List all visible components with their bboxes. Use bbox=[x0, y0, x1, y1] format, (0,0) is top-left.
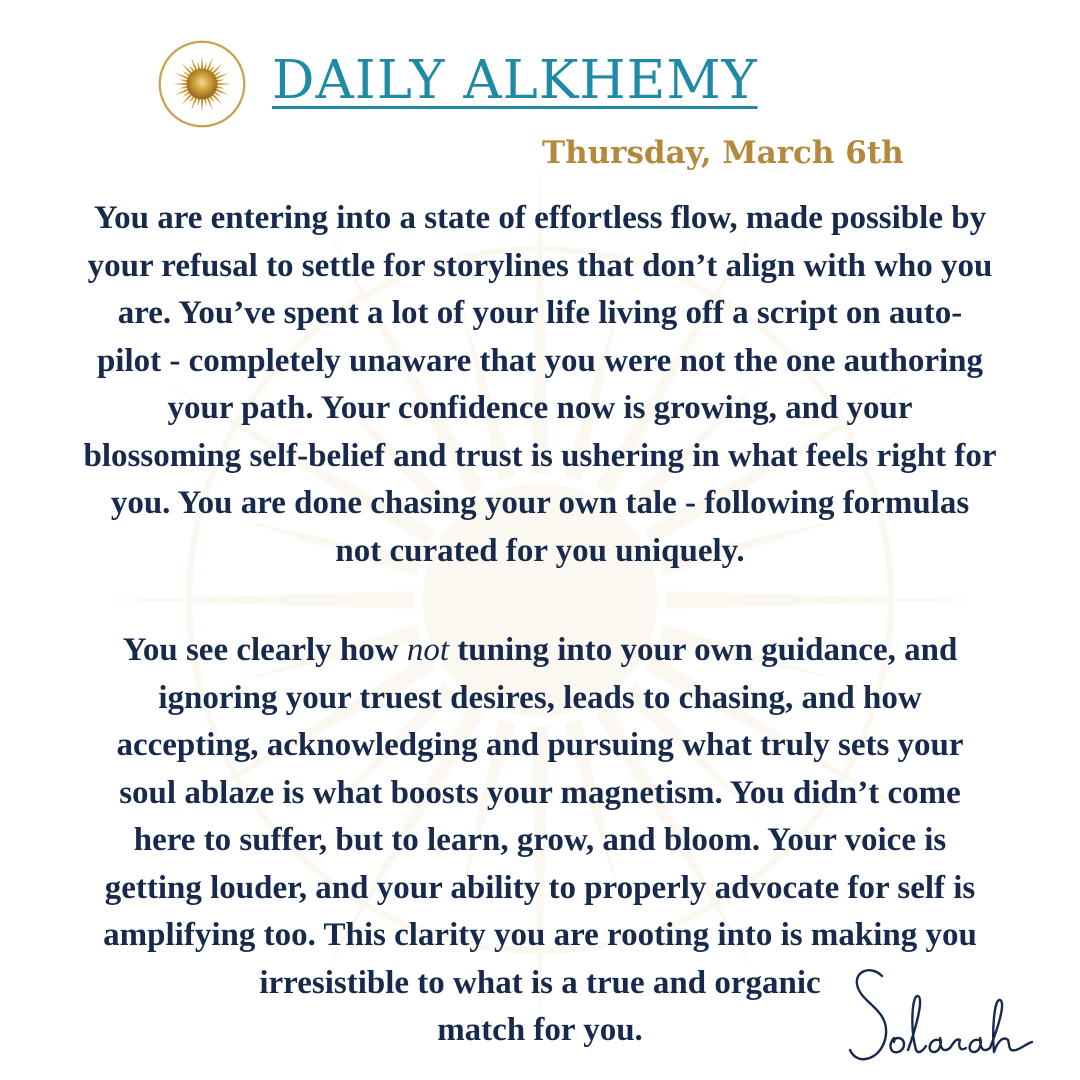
text-segment: tuning into your own guidance, and bbox=[449, 632, 958, 668]
text-line: getting louder, and your ability to properly advocate for self is bbox=[104, 869, 976, 906]
text-segment: You see clearly how bbox=[122, 632, 407, 668]
text-line: your path. Your confidence now is growing, and your bbox=[167, 390, 913, 426]
text-line: ignoring your truest desires, leads to chasing, and how bbox=[158, 679, 922, 716]
text-line: blossoming self-belief and trust is ushering in what feels right for bbox=[83, 437, 997, 474]
text-line: pilot - completely unaware that you were not the one authoring bbox=[96, 342, 984, 379]
text-line: you. You are done chasing your own tale - following formulas bbox=[110, 485, 970, 521]
text-line: here to suffer, but to learn, grow, and bloom. Your voice is bbox=[133, 822, 947, 858]
signature bbox=[842, 958, 1042, 1078]
text-line: irresistible to what is a true and organic bbox=[259, 964, 821, 1001]
text-line bbox=[10, 627, 1070, 675]
text-line: match for you. bbox=[437, 1012, 643, 1048]
text-line: amplifying too. This clarity you are rooting into is making you bbox=[103, 917, 977, 953]
text-line: not curated for you uniquely. bbox=[335, 532, 745, 569]
text-line: accepting, acknowledging and pursuing what truly sets your bbox=[116, 727, 964, 763]
page-title: DAILY ALKHEMY bbox=[272, 50, 758, 111]
message-paragraph-1 bbox=[10, 195, 1070, 575]
text-line: You are entering into a state of effortless flow, made possible by bbox=[93, 200, 987, 236]
text-line: soul ablaze is what boosts your magnetism. You didn’t come bbox=[119, 774, 961, 811]
text-line: are. You’ve spent a lot of your life living off a script on auto- bbox=[117, 295, 963, 331]
date-heading: Thursday, March 6th bbox=[542, 135, 904, 171]
sun-icon bbox=[157, 39, 247, 129]
text-line: your refusal to settle for storylines that don’t align with who you bbox=[87, 247, 993, 284]
emphasis-text: not bbox=[406, 632, 449, 668]
